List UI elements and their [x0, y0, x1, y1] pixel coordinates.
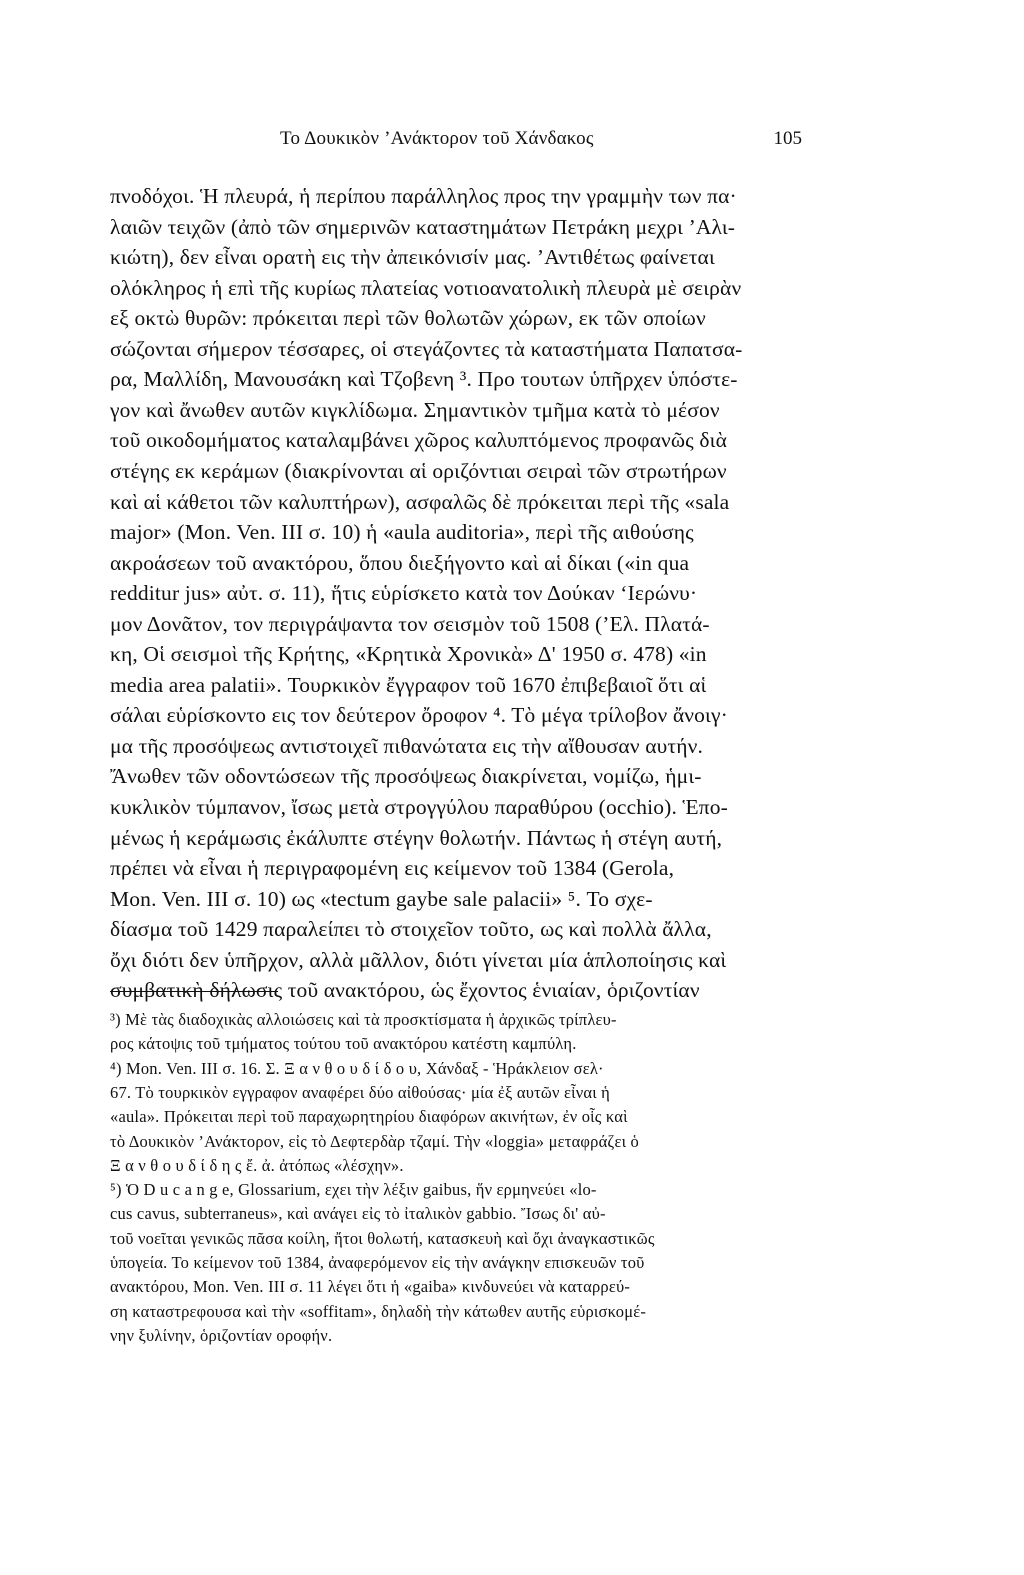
body-line: μα τῆς προσόψεως αντιστοιχεῖ πιθανώτατα εις τὴν αἴθουσαν αυτήν.	[110, 733, 704, 758]
footnote-line: ³) Μὲ τὰς διαδοχικὰς αλλοιώσεις καὶ τὰ προσκτίσματα ἡ ἀρχικῶς τρίπλευ-	[110, 1010, 617, 1029]
page-number: 105	[773, 128, 802, 149]
body-line: ρα, Μαλλίδη, Μανουσάκη καὶ Τζοβενη ³. Προ τουτων ὑπῆρχεν ὑπόστε-	[110, 367, 738, 392]
body-line: Mon. Ven. III σ. 10) ως «tectum gaybe sale palacii» ⁵. Το σχε-	[110, 886, 653, 911]
body-line: σώζονται σήμερον τέσσαρες, οἱ στεγάζοντες τὰ καταστήματα Παπατσα-	[110, 336, 743, 361]
running-header	[110, 128, 802, 158]
body-line: ακροάσεων τοῦ ανακτόρου, ὅπου διεξήγοντο καὶ αἱ δίκαι («in qua	[110, 550, 690, 575]
body-line: redditur jus» αὐτ. σ. 11), ἥτις εὑρίσκετο κατὰ τον Δούκαν ‘Ιερώνυ·	[110, 581, 698, 606]
body-line: στέγης εκ κεράμων (διακρίνονται αἱ οριζόντιαι σειραὶ τῶν στρωτήρων	[110, 458, 727, 483]
footnote-line: ⁴) Mon. Ven. III σ. 16. Σ. Ξ α ν θ ο υ δ ί δ ο υ, Χάνδαξ - Ἡράκλειον σελ·	[110, 1058, 604, 1078]
footnote-line: ση καταστρεφουσα καὶ τὴν «soffitam», δηλαδὴ τὴν κάτωθεν αυτῆς εὑρισκομέ-	[110, 1301, 647, 1321]
body-line: ὄχι διότι δεν ὑπῆρχον, αλλὰ μᾶλλον, διότι γίνεται μία ἁπλοποίησις καὶ	[110, 947, 727, 972]
body-line: major» (Mon. Ven. III σ. 10) ἡ «aula auditoria», περὶ τῆς αιθούσης	[110, 520, 694, 545]
body-line: Ἄνωθεν τῶν οδοντώσεων τῆς προσόψεως διακρίνεται, νομίζω, ἡμι-	[110, 764, 702, 789]
footnote-line: «aula». Πρόκειται περὶ τοῦ παραχωρητηρίου διαφόρων ακινήτων, ἐν οἷς καὶ	[110, 1107, 628, 1127]
body-line: κη, Οἱ σεισμοὶ τῆς Κρήτης, «Κρητικὰ Χρονικὰ» Δ' 1950 σ. 478) «in	[110, 642, 707, 667]
body-line: λαιῶν τειχῶν (ἀπὸ τῶν σημερινῶν καταστημάτων Πετράκη μεχρι ’Αλι-	[110, 214, 736, 239]
footnote-line: ανακτόρου, Mon. Ven. III σ. 11 λέγει ὅτι ἡ «gaiba» κινδυνεύει νὰ καταρρεύ-	[110, 1277, 631, 1297]
footnote-line: τοῦ νοεῖται γενικῶς πᾶσα κοίλη, ἤτοι θολωτή, κατασκευὴ καὶ ὄχι ἀναγκαστικῶς	[110, 1228, 655, 1248]
body-line: γον καὶ ἄνωθεν αυτῶν κιγκλίδωμα. Σημαντικὸν τμῆμα κατὰ τὸ μέσον	[110, 397, 720, 422]
body-line: ολόκληρος ἡ επὶ τῆς κυρίως πλατείας νοτιοανατολικὴ πλευρὰ μὲ σειρὰν	[110, 275, 742, 300]
footnote-line: ὑπογεία. Το κείμενον τοῦ 1384, ἀναφερόμενον εἰς τὴν ανάγκην επισκευῶν τοῦ	[110, 1253, 645, 1272]
footnote-line: Ξ α ν θ ο υ δ ί δ η ς ἔ. ἀ. ἀτόπως «λέσχην».	[110, 1155, 404, 1175]
body-line: μένως ἡ κεράμωσις ἐκάλυπτε στέγην θολωτήν. Πάντως ἡ στέγη αυτή,	[110, 825, 723, 850]
footnote-line: 67. Τὸ τουρκικὸν εγγραφον αναφέρει δύο αἰθούσας· μία ἐξ αυτῶν εἶναι ἡ	[110, 1082, 611, 1102]
footnote-line: τὸ Δουκικὸν ’Ανάκτορον, εἰς τὸ Δεφτερδὰρ τζαμί. Τὴν «loggia» μεταφράζει ὁ	[110, 1131, 640, 1151]
body-line: πρέπει νὰ εἶναι ἡ περιγραφομένη εις κείμενον τοῦ 1384 (Gerola,	[110, 856, 675, 881]
body-line: τοῦ οικοδομήματος καταλαμβάνει χῶρος καλυπτόμενος προφανῶς διὰ	[110, 428, 727, 453]
running-title: Το Δουκικὸν ’Ανάκτορον τοῦ Χάνδακος	[280, 128, 594, 149]
body-line: μον Δονᾶτον, τον περιγράψαντα τον σεισμὸν τοῦ 1508 (’Ελ. Πλατά-	[110, 611, 710, 636]
footnote-separator	[110, 991, 278, 992]
body-line: σάλαι εὑρίσκοντο εις τον δεύτερον ὄροφον ⁴. Τὸ μέγα τρίλοβον ἄνοιγ·	[110, 703, 728, 728]
body-line: δίασμα τοῦ 1429 παραλείπει τὸ στοιχεῖον τοῦτο, ως καὶ πολλὰ ἄλλα,	[110, 917, 712, 942]
body-line: κυκλικὸν τύμπανον, ἴσως μετὰ στρογγύλου παραθύρου (occhio). Ἑπο-	[110, 795, 728, 819]
body-line: πνοδόχοι. Ἡ πλευρά, ἡ περίπου παράλληλος προς την γραμμὴν των πα·	[110, 184, 737, 208]
body-line: media area palatii». Τουρκικὸν ἔγγραφον τοῦ 1670 ἐπιβεβαιοῖ ὅτι αἱ	[110, 672, 707, 697]
body-line: καὶ αἱ κάθετοι τῶν καλυπτήρων), ασφαλῶς δὲ πρόκειται περὶ τῆς «sala	[110, 489, 730, 514]
body-line: εξ οκτὼ θυρῶν: πρόκειται περὶ τῶν θολωτῶν χώρων, εκ τῶν οποίων	[110, 306, 706, 331]
body-line: συμβατικὴ δήλωσις τοῦ ανακτόρου, ὡς ἔχοντος ἑνιαίαν, ὁριζοντίαν	[110, 978, 700, 1003]
footnote-line: ρος κάτοψις τοῦ τμήματος τούτου τοῦ ανακτόρου κατέστη καμπύλη.	[110, 1034, 577, 1054]
footnote-line: cus cavus, subterraneus», καὶ ανάγει εἰς τὸ ἰταλικὸν gabbio. Ἴσως δι' αὐ-	[110, 1204, 606, 1224]
footnote-line: ⁵) Ὁ D u c a n g e, Glossarium, εχει τὴν λέξιν gaibus, ἥν ερμηνεύει «lo-	[110, 1180, 597, 1200]
footnote-line: νην ξυλίνην, ὁριζοντίαν οροφήν.	[110, 1325, 333, 1345]
body-line: κιώτη), δεν εἶναι ορατὴ εις τὴν ἀπεικόνισίν μας. ’Αντιθέτως φαίνεται	[110, 245, 715, 270]
